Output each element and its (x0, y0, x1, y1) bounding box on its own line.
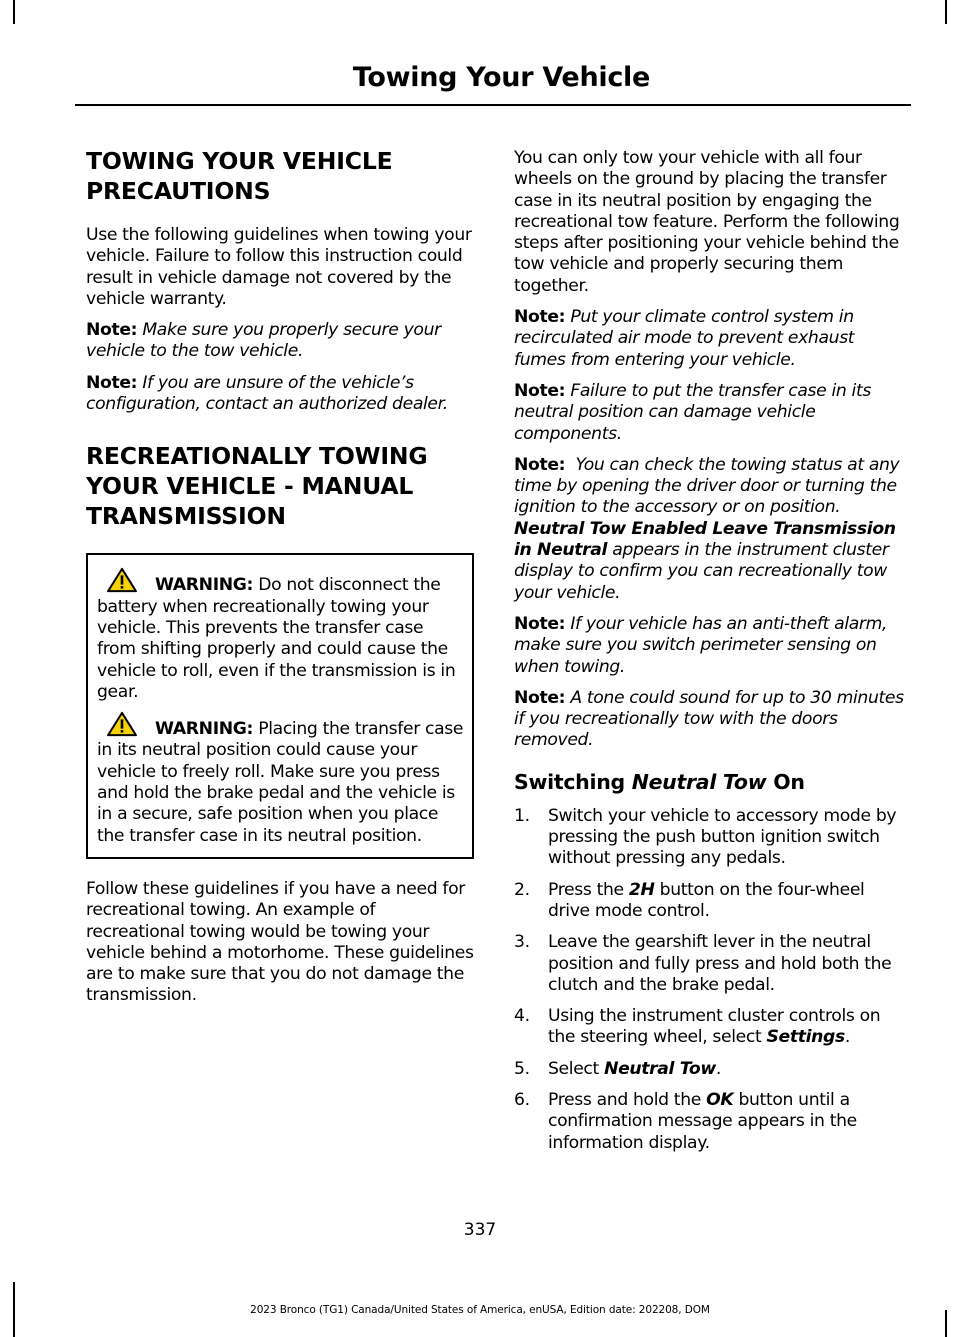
note: Note: If you are unsure of the vehicle’s configuration, contact an authorized dealer. (86, 372, 448, 415)
page-number: 337 (463, 1220, 497, 1240)
crop-mark-top-left (13, 0, 15, 24)
warning-triangle-icon (105, 711, 139, 737)
warning-box (86, 553, 474, 859)
list-item: 1. Switch your vehicle to accessory mode by pressing the push button ignition switch without pressing any pedals. (514, 805, 897, 869)
note: Note: Put your climate control system in recirculated air mode to prevent exhaust fumes from entering your vehicle. (514, 307, 855, 370)
follow-guidelines-paragraph: Follow these guidelines if you have a need for recreational towing. An example of recreational towing would be towing your vehicle behind a motorhome. These guidelines are to make sure that you do not damage the transmission. (86, 878, 474, 1006)
note: Note: If your vehicle has an anti-theft alarm, make sure you switch perimeter sensing on when towing. (514, 613, 888, 677)
section-heading-recreational-towing: RECREATIONALLY TOWING YOUR VEHICLE - MANUAL TRANSMISSION (86, 442, 428, 531)
note: Note: A tone could sound for up to 30 minutes if you recreationally tow with the doors removed. (514, 687, 904, 751)
warning-triangle-icon (105, 567, 139, 593)
section-heading-towing-precautions: TOWING YOUR VEHICLE PRECAUTIONS (86, 147, 393, 205)
intro-paragraph: Use the following guidelines when towing your vehicle. Failure to follow this instruction could result in vehicle damage not covered by the vehicle warranty. (86, 225, 472, 309)
list-item: 2. Press the 2H button on the four-wheel drive mode control. (514, 879, 865, 921)
list-item: 6. Press and hold the OK button until a confirmation message appears in the information display. (514, 1089, 857, 1153)
left-column (86, 146, 474, 1017)
note: Note: Make sure you properly secure your vehicle to the tow vehicle. (86, 320, 441, 362)
edition-footer: 2023 Bronco (TG1) Canada/United States of America, enUSA, Edition date: 202208, DOM (250, 1304, 710, 1316)
list-item: 4. Using the instrument cluster controls on the steering wheel, select Settings. (514, 1006, 881, 1048)
list-item: 5. Select Neutral Tow. (514, 1058, 721, 1079)
note: Note: Failure to put the transfer case in its neutral position can damage vehicle components. (514, 380, 871, 444)
subheading-switching-neutral-tow: Switching Neutral Tow On (514, 769, 805, 794)
list-item: 3. Leave the gearshift lever in the neutral position and fully press and hold both the clutch and the brake pedal. (514, 932, 892, 995)
crop-mark-top-right (945, 0, 947, 24)
warning-item: WARNING: Do not disconnect the battery when recreationally towing your vehicle. This prevents the transfer case from shifting properly and could cause the vehicle to roll, even if the transmission is in gear. (97, 567, 464, 703)
right-column (514, 148, 908, 1164)
header-divider (75, 104, 911, 106)
warning-item: WARNING: Placing the transfer case in its neutral position could cause your vehicle to freely roll. Make sure you press and hold the brake pedal and the vehicle is in a secure, safe position when you place the transfer case in its neutral position. (97, 711, 464, 847)
tow-intro-paragraph: You can only tow your vehicle with all four wheels on the ground by placing the transfer case in its neutral position by engaging the recreational tow feature. Perform the following steps after positioning your vehicle behind the tow vehicle and properly securing them together. (514, 148, 900, 296)
page-header-title: Towing Your Vehicle (352, 62, 650, 93)
steps-list (514, 806, 908, 1154)
note: Note: You can check the towing status at any time by opening the driver door or turning the ignition to the accessory or on position. Neutral Tow Enabled Leave Transmission in Neutral appears in the instrument cluster display to confirm you can recreationally tow your vehicle. (514, 454, 900, 603)
